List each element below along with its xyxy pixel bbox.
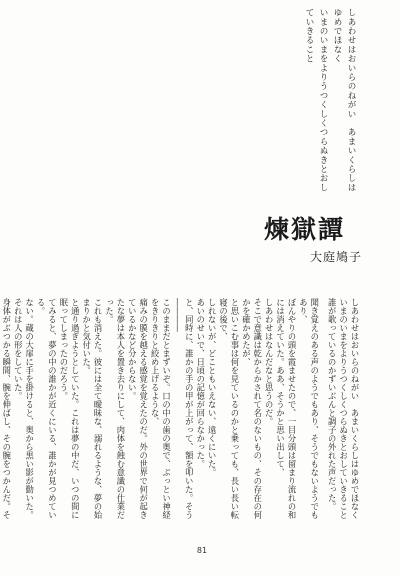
epigraph-line-1: しあわせはおいらのねがい あまいくらしはゆめでほなく [332, 8, 356, 192]
page-number: 81 [196, 546, 208, 555]
epigraph-line-2: いまのいまをよりうつくしくつらぬきとおしていきること [304, 8, 328, 192]
body-paragraph: と、同時に、誰かの手の甲が上がって、額を叩いた。そう―――― [172, 298, 195, 519]
body-paragraph: と思いこむ事は何を見ているのかと乗っても、長い長い転寝の後で、 [218, 298, 240, 519]
body-paragraph: と通り過ぎようとしていた。これは夢の中だ、いつの間に眠ってしまったのだろう。 [58, 298, 81, 519]
body-paragraph: ない。蔵の大扉に手を掛けると、奥から黒い影が動いた。それは人の形をしていた。 [13, 298, 35, 519]
epigraph [302, 8, 358, 198]
author-name: 大庭鳩子 [310, 250, 363, 264]
body-paragraph: 痛みの膜を越える感覚を覚えたのだ。外の世界で何が起きているかなど分からない。 [127, 298, 149, 519]
body-paragraph: てみると、夢の中の誰かが近くにいる、誰かが見つめている。 [36, 298, 58, 519]
body-paragraph: ぼんやりの頭を霞ませたので、一目分頭は留まり流れの和には消えていた。ああ、そうかと思い出して、 [275, 298, 297, 519]
body-paragraph: 誰が歌っているのかずいぶんと調子の外れた声だった。 [327, 298, 338, 511]
body-paragraph: しあわせはおいらのねがい あまいくらしはゆめでほなくいまのいまをよりうつくしくつらぬきとおしていきること [338, 298, 360, 519]
body-paragraph: 聞き覚えのある声のようでもあり、そうでもないようでもあり、 [298, 298, 320, 519]
body-paragraph: そこで意識は乾からかされて名のないもの、その存在の何かを確かめたが、 [241, 298, 263, 519]
body-paragraph: 身体がぶつかる瞬間、腕を伸ばし、その腕をつかんだ。そ [1, 298, 12, 519]
body-paragraph: たな夢は本人を置き去りにして、肉体を蝕む意識の仕業だった。 [104, 298, 126, 519]
title-block [264, 210, 374, 270]
body-paragraph: しあわせはなんだなと思うのだ。 [264, 298, 275, 426]
body-text [1, 298, 360, 520]
body-paragraph: しれないが、どこともいえない、遠くにいた。 [207, 298, 218, 477]
body-paragraph: あいのせいで、日頃の記憶が回らなかった。 [195, 298, 206, 468]
page-title: 煉獄譚 [264, 215, 346, 244]
body-paragraph: このままだとまずいぞ。口の中の歯の奥で、ぶっとい神経をきりきりと絞め上げるような、 [150, 298, 172, 519]
body-paragraph: これも消えた。彼には全て曖昧な、溺れるような、夢の始まりかと気付いた。 [81, 298, 104, 519]
